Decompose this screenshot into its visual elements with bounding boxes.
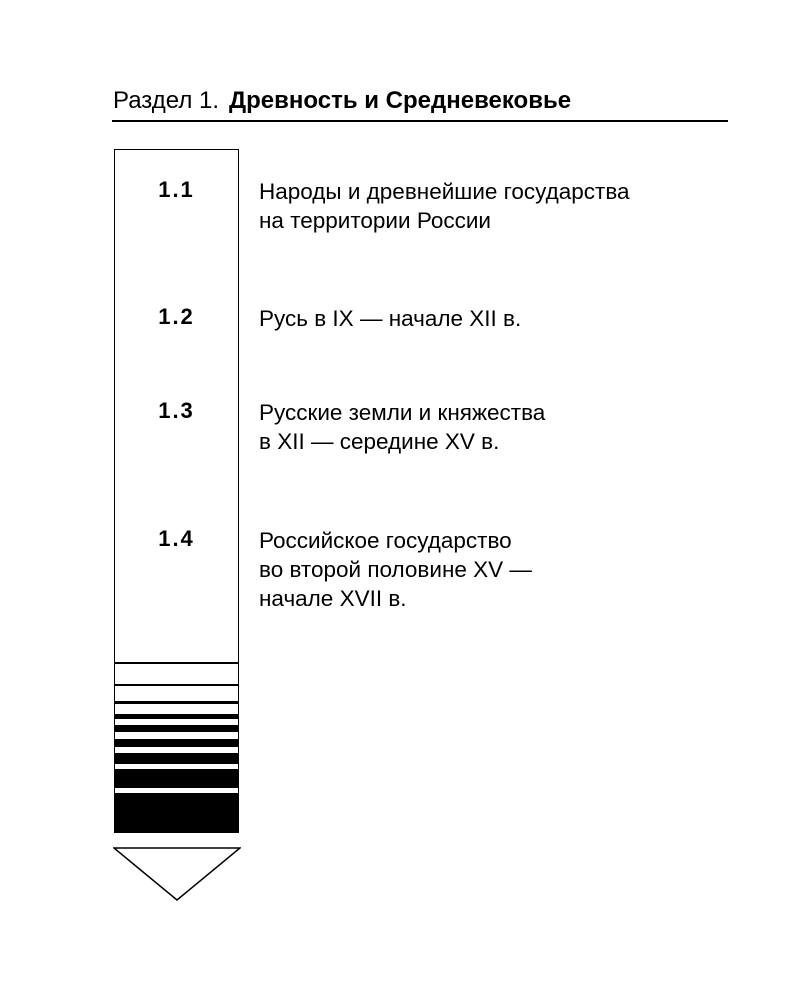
section-header <box>113 86 727 116</box>
timeline-stripe <box>115 662 238 664</box>
timeline-stripe <box>115 753 238 764</box>
item-line: Народы и древнейшие государства <box>259 179 630 204</box>
timeline-bar <box>114 149 239 833</box>
item-text-1-4 <box>259 526 729 613</box>
item-line: Русские земли и княжества <box>259 400 546 425</box>
item-text-1-1 <box>259 177 729 235</box>
timeline-stripe <box>115 739 238 747</box>
timeline-arrow-icon <box>113 847 241 903</box>
item-text-1-2 <box>259 304 729 333</box>
item-line: в XII — середине XV в. <box>259 429 500 454</box>
item-number-1-2: 1.2 <box>158 304 195 329</box>
item-line: на территории России <box>259 208 491 233</box>
timeline-stripe <box>115 769 238 788</box>
item-line: Российское государство <box>259 528 512 553</box>
section-label: Раздел 1. <box>113 87 220 114</box>
item-number-1-3: 1.3 <box>158 398 195 423</box>
item-number-1-4: 1.4 <box>158 526 195 551</box>
item-line: Русь в IX — начале XII в. <box>259 306 522 331</box>
timeline-stripe <box>115 714 238 719</box>
item-text-1-3 <box>259 398 729 456</box>
item-number-1-1: 1.1 <box>158 177 195 202</box>
timeline-stripe <box>115 684 238 686</box>
header-rule <box>112 120 728 122</box>
item-line: начале XVII в. <box>259 586 407 611</box>
timeline-stripe <box>115 793 238 833</box>
section-title: Древность и Средневековье <box>229 87 572 114</box>
timeline-stripe <box>115 701 238 704</box>
timeline-stripe <box>115 725 238 732</box>
item-line: во второй половине XV — <box>259 557 532 582</box>
